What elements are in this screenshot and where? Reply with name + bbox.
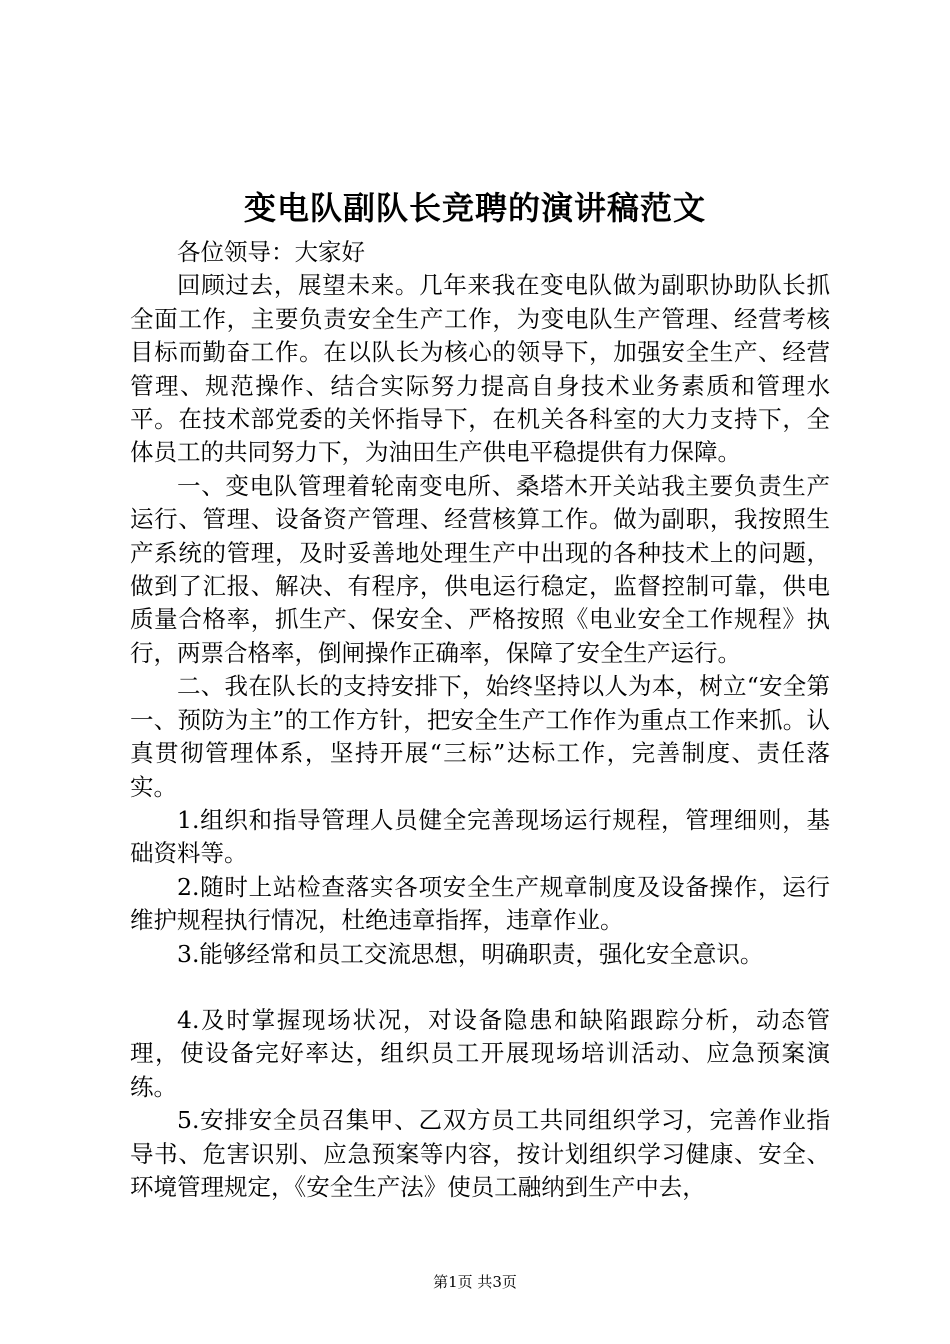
page-footer: 第1页 共3页 [433,1273,517,1291]
list-item-2: 2.随时上站检查落实各项安全生产规章制度及设备操作，运行维护规程执行情况，杜绝违章指挥，违章作业。 [130,872,830,935]
greeting: 各位领导：大家好 [177,238,365,266]
document-title: 变电队副队长竞聘的演讲稿范文 [243,189,706,227]
paragraph-section-2: 二、我在队长的支持安排下，始终坚持以人为本，树立“安全第一、预防为主”的工作方针，把安全生产工作作为重点工作来抓。认真贯彻管理体系，坚持开展“三标”达标工作，完善制度、责任落实。 [130,672,830,801]
list-item-4: 4.及时掌握现场状况，对设备隐患和缺陷跟踪分析，动态管理，使设备完好率达，组织员工开展现场培训活动、应急预案演练。 [130,1005,830,1101]
paragraph-intro: 回顾过去，展望未来。几年来我在变电队做为副职协助队长抓全面工作，主要负责安全生产工作，为变电队生产管理、经营考核目标而勤奋工作。在以队长为核心的领导下，加强安全生产、经营管理、规范操作、结合实际努力提高自身技术业务素质和管理水平。在技术部党委的关怀指导下，在机关各科室的大力支持下，全体员工的共同努力下，为油田生产供电平稳提供有力保障。 [130,271,830,467]
list-item-1: 1.组织和指导管理人员健全完善现场运行规程，管理细则，基础资料等。 [130,805,830,868]
document-body [130,236,830,1204]
list-item-5: 5.安排安全员召集甲、乙双方员工共同组织学习，完善作业指导书、危害识别、应急预案等内容，按计划组织学习健康、安全、环境管理规定，《安全生产法》使员工融纳到生产中去， [130,1106,830,1201]
list-item-3: 3.能够经常和员工交流思想，明确职责，强化安全意识。 [177,939,764,968]
paragraph-section-1: 一、变电队管理着轮南变电所、桑塔木开关站我主要负责生产运行、管理、设备资产管理、经营核算工作。做为副职，我按照生产系统的管理，及时妥善地处理生产中出现的各种技术上的问题，做到了汇报、解决、有程序，供电运行稳定，监督控制可靠，供电质量合格率，抓生产、保安全、严格按照《电业安全工作规程》执行，两票合格率，倒闸操作正确率，保障了安全生产运行。 [130,471,830,667]
